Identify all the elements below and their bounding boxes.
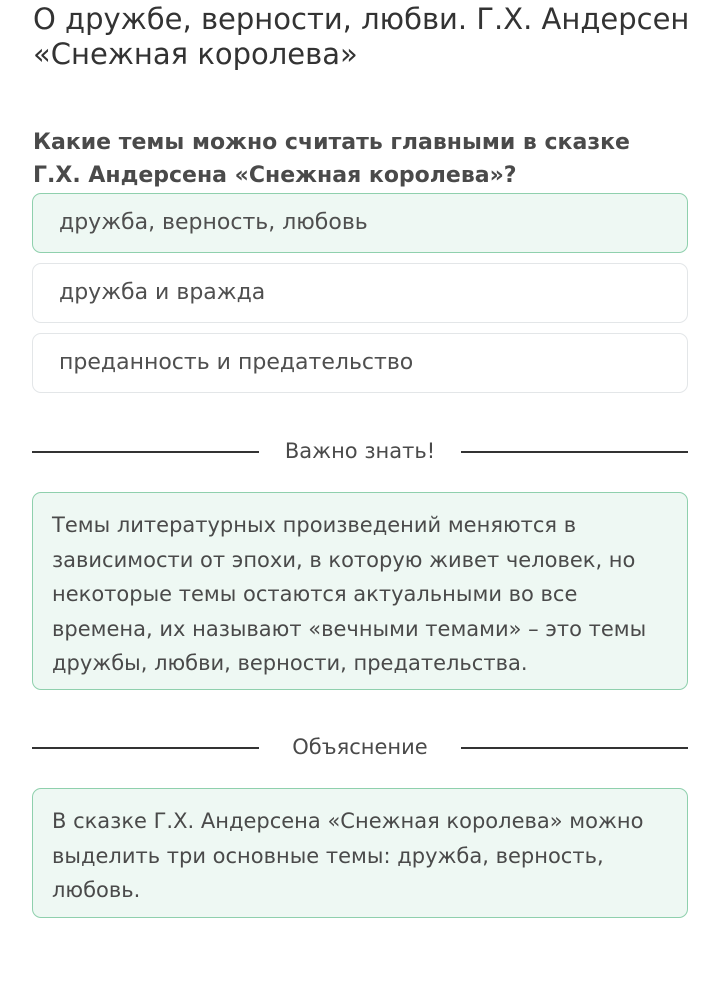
answer-option-correct[interactable]: дружба, верность, любовь [32,193,688,253]
answer-option[interactable]: преданность и предательство [32,333,688,393]
important-text: Темы литературных произведений меняются в зависимости от эпохи, в которую живет человек, но некоторые темы остаются актуальными во все времена, их называют «вечными темами» – это темы дружбы, любви, верности, предательства. [52,513,647,675]
divider-line [461,451,688,453]
page-title: О дружбе, верности, любви. Г.Х. Андерсен «Снежная королева» [33,2,690,71]
answer-option[interactable]: дружба и вражда [32,263,688,323]
important-heading: Важно знать! [284,439,436,463]
important-box [32,492,688,690]
question-text: Какие темы можно считать главными в сказке Г.Х. Андерсена «Снежная королева»? [33,130,630,188]
important-divider [32,436,688,466]
explanation-box [32,788,688,918]
explanation-heading: Объяснение [292,735,428,759]
divider-line [461,747,688,749]
explanation-text: В сказке Г.Х. Андерсена «Снежная королева» можно выделить три основные темы: дружба, верность, любовь. [52,809,644,902]
explanation-divider [32,732,688,762]
